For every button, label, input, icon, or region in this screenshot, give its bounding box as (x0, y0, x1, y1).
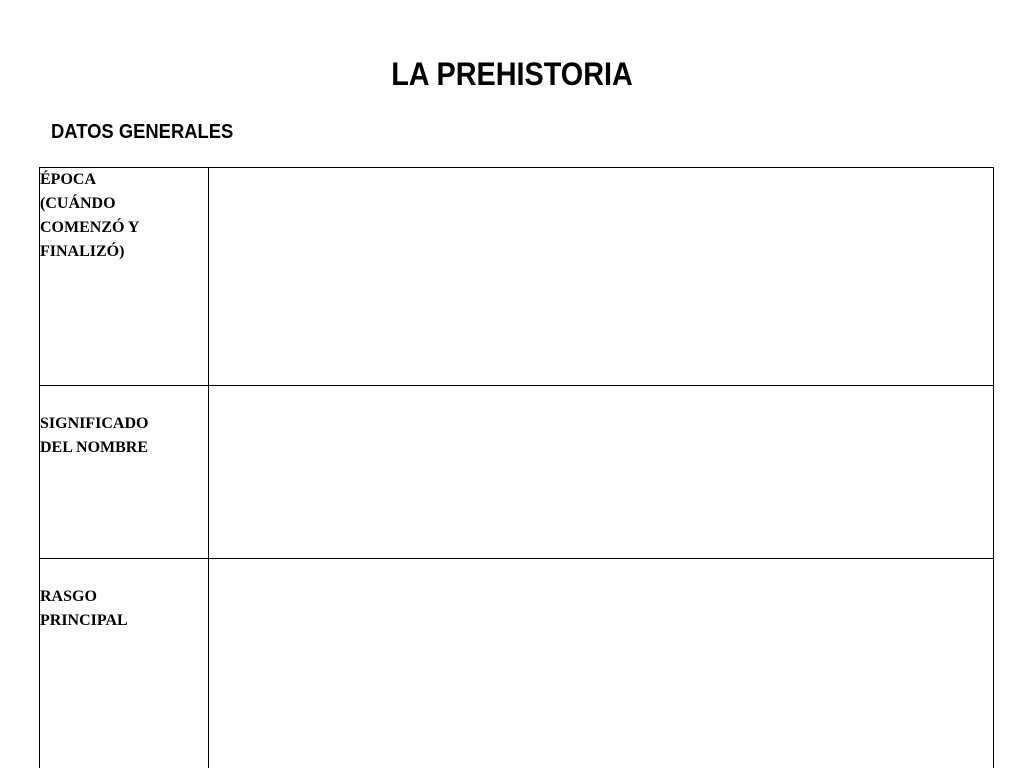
table-row-epoca (40, 168, 994, 386)
row-value-significado[interactable] (209, 386, 994, 559)
row-label-text: ÉPOCA (CUÁNDO COMENZÓ Y FINALIZÓ) (40, 171, 140, 260)
data-table (39, 167, 994, 768)
row-label-text: SIGNIFICADO DEL NOMBRE (40, 415, 149, 456)
section-subtitle: DATOS GENERALES (51, 121, 234, 143)
row-value-epoca[interactable] (209, 168, 994, 386)
row-label-significado (40, 386, 209, 559)
row-value-rasgo[interactable] (209, 559, 994, 768)
row-label-text: RASGO PRINCIPAL (40, 588, 128, 629)
row-label-epoca (40, 168, 209, 386)
table-row-rasgo (40, 559, 994, 768)
table-row-significado (40, 386, 994, 559)
page-title: LA PREHISTORIA (391, 56, 633, 92)
row-label-rasgo (40, 559, 209, 768)
